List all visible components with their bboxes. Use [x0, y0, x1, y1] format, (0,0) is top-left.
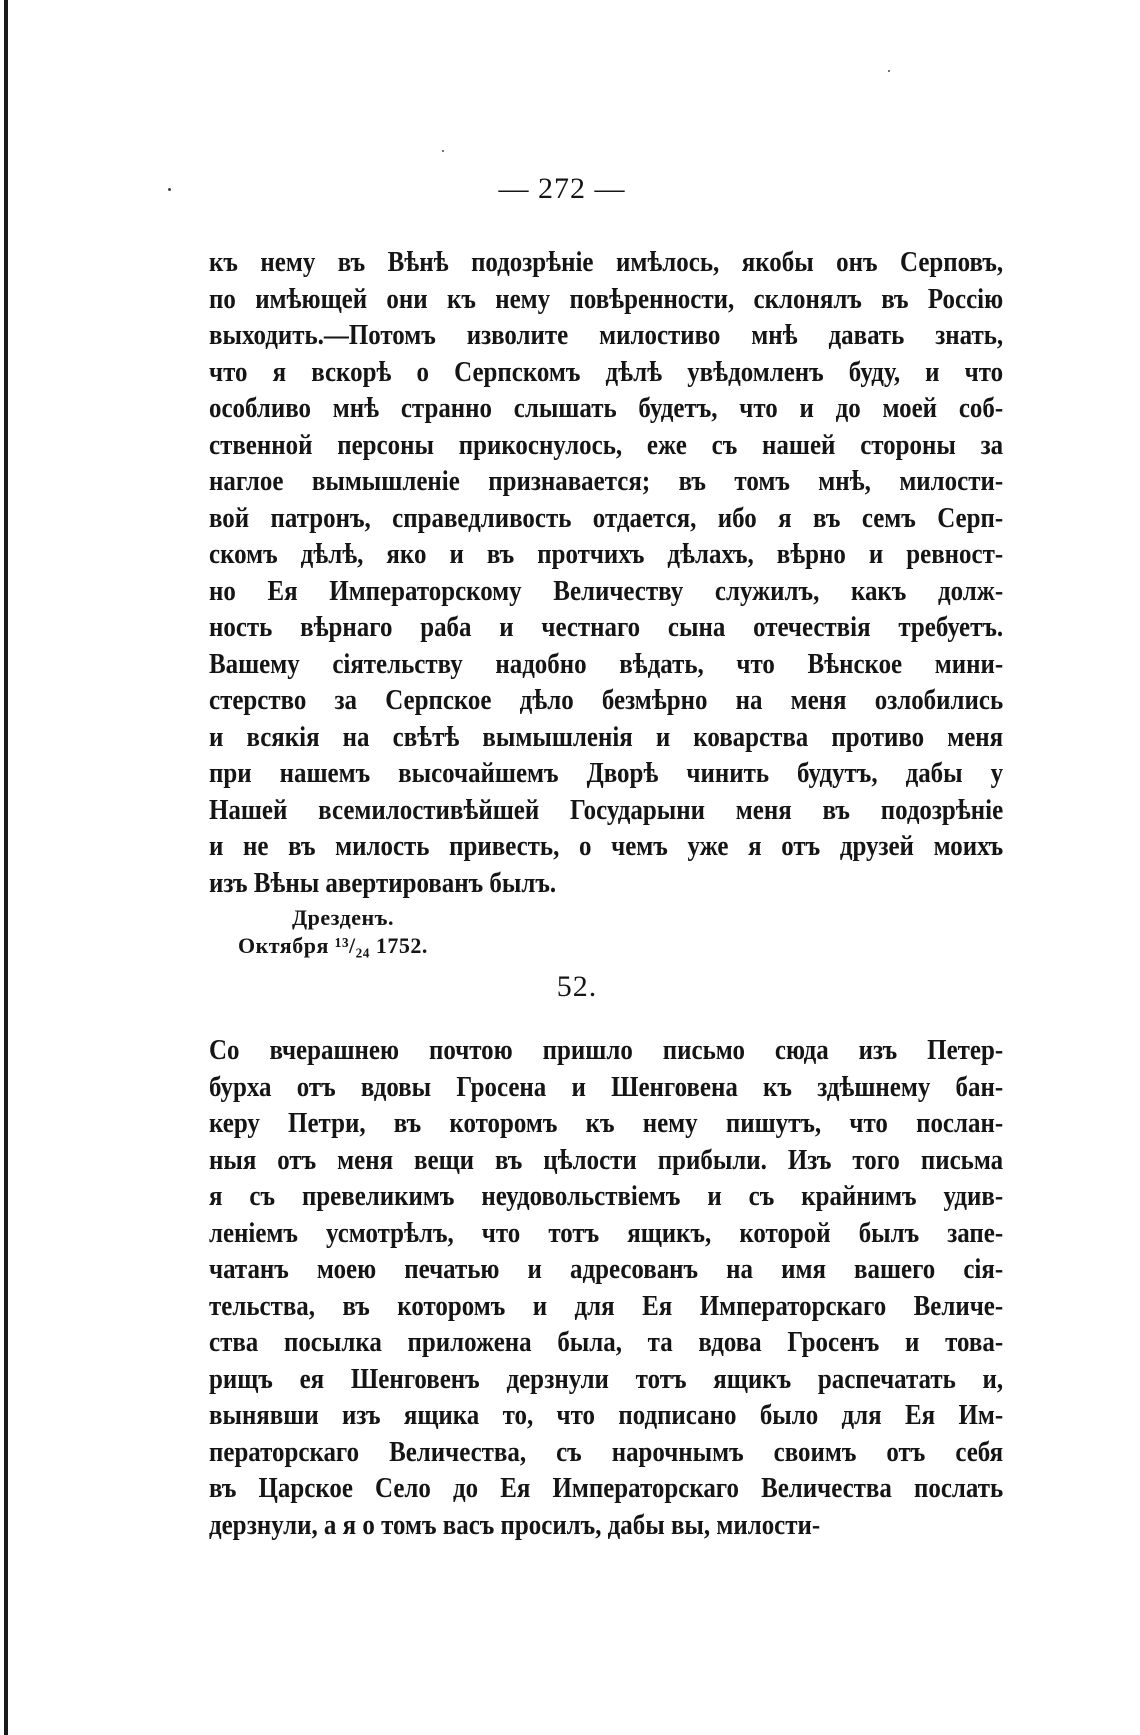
paragraph-letter-52: [209, 1032, 1003, 1543]
page-number: — 272 —: [498, 172, 626, 205]
text-line: ператорскаго Величества, съ нарочнымъ своимъ отъ себя: [209, 1435, 1004, 1468]
text-line: вой патронъ, справедливость отдается, ибо я въ семъ Серп-: [209, 501, 1004, 534]
text-line: вынявши изъ ящика то, что подписано было для Ея Им-: [209, 1399, 1004, 1431]
text-line: Со вчерашнею почтою пришло письмо сюда изъ Петер-: [209, 1034, 1004, 1066]
paragraph-continuation: [209, 244, 1003, 901]
print-speck: [168, 188, 171, 191]
text-line: наглое вымышленіе признавается; въ томъ мнѣ, милости-: [209, 465, 1004, 497]
text-line: при нашемъ высочайшемъ Дворѣ чинить будутъ, дабы у: [209, 757, 1004, 789]
text-line: рищъ ея Шенговенъ дерзнули тотъ ящикъ распечатать и,: [209, 1362, 1004, 1395]
text-line: выходить.—Потомъ изволите милостиво мнѣ давать знать,: [209, 319, 1004, 351]
text-line: къ нему въ Вѣнѣ подозрѣніе имѣлось, якобы онъ Серповъ,: [209, 246, 1004, 278]
text-line: скомъ дѣлѣ, яко и въ протчихъ дѣлахъ, вѣрно и ревност-: [209, 538, 1004, 570]
text-line: дерзнули, а я о томъ васъ просилъ, дабы вы, милости-: [209, 1508, 821, 1541]
text-line: тельства, въ которомъ и для Ея Императорскаго Величе-: [209, 1289, 1004, 1322]
text-line: Нашей всемилостивѣйшей Государыни меня въ подозрѣніе: [209, 793, 1004, 826]
letter-number: 52.: [556, 970, 598, 1003]
text-line: ства посылка приложена была, та вдова Гросенъ и това-: [209, 1326, 1004, 1358]
text-line: бурха отъ вдовы Гросена и Шенговена къ здѣшнему бан-: [209, 1070, 1004, 1103]
dateline-date: Октября ¹³/₂₄ 1752.: [238, 933, 428, 958]
text-line: особливо мнѣ странно слышать будетъ, что и до моей соб-: [209, 392, 1004, 424]
text-line: и не въ милость привесть, о чемъ уже я отъ друзей моихъ: [209, 830, 1004, 862]
text-line: ность вѣрнаго раба и честнаго сына отечествія требуетъ.: [209, 611, 1004, 643]
print-speck: [888, 70, 890, 72]
text-line: чатанъ моею печатью и адресованъ на имя вашего сія-: [209, 1253, 1004, 1285]
text-line: но Ея Императорскому Величеству служилъ, какъ долж-: [209, 574, 1004, 607]
text-line: стерство за Серпское дѣло безмѣрно на меня озлобились: [209, 684, 1004, 716]
text-line: и всякія на свѣтѣ вымышленія и коварства противо меня: [209, 720, 1004, 753]
text-line: Вашему сіятельству надобно вѣдать, что Вѣнское мини-: [209, 647, 1004, 680]
text-line: въ Царское Село до Ея Императорскаго Величества послать: [209, 1472, 1004, 1504]
text-line: леніемъ усмотрѣлъ, что тотъ ящикъ, которой былъ запе-: [209, 1216, 1004, 1249]
print-speck: [442, 150, 444, 152]
text-line: что я вскорѣ о Серпскомъ дѣлѣ увѣдомленъ буду, и что: [209, 355, 1004, 388]
text-line: по имѣющей они къ нему повѣренности, склонялъ въ Россію: [209, 282, 1004, 315]
dateline-city: Дрезденъ.: [292, 905, 394, 930]
text-line: ственной персоны прикоснулось, еже съ нашей стороны за: [209, 428, 1004, 461]
text-line: керу Петри, въ которомъ къ нему пишутъ, что послан-: [209, 1107, 1004, 1139]
page-binding-edge: [4, 0, 8, 1735]
text-line: ныя отъ меня вещи въ цѣлости прибыли. Изъ того письма: [209, 1143, 1004, 1176]
text-line: изъ Вѣны авертированъ былъ.: [209, 866, 557, 899]
text-line: я съ превеликимъ неудовольствіемъ и съ крайнимъ удив-: [209, 1180, 1004, 1212]
